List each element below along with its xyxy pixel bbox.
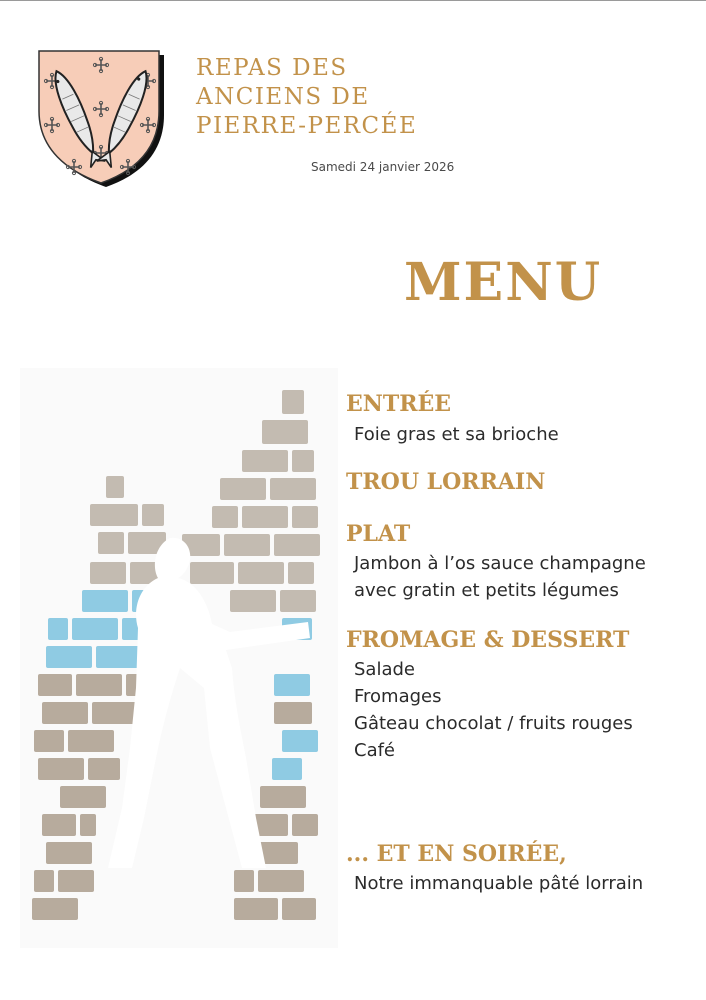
course-title-fromage-dessert: FROMAGE & DESSERT	[346, 627, 630, 653]
menu-title: MENU	[404, 252, 603, 313]
dish-item: Notre immanquable pâté lorrain	[354, 873, 644, 894]
course-title-entree: ENTRÉE	[346, 391, 452, 417]
event-title-line: ANCIENS DE	[196, 84, 370, 110]
brick-letter-m-illustration	[20, 368, 338, 948]
dish-item: Gâteau chocolat / fruits rouges	[354, 713, 633, 734]
top-rule	[0, 0, 706, 1]
dish-item: Jambon à l’os sauce champagne	[354, 553, 646, 574]
event-title-line: REPAS DES	[196, 55, 348, 81]
course-title-plat: PLAT	[346, 521, 411, 547]
dish-item: Foie gras et sa brioche	[354, 424, 559, 445]
event-title-line: PIERRE-PERCÉE	[196, 113, 418, 139]
event-date: Samedi 24 janvier 2026	[311, 160, 455, 174]
dish-item: Café	[354, 740, 396, 761]
dish-item: Salade	[354, 659, 415, 680]
coat-of-arms-icon	[36, 49, 166, 189]
course-title-evening: ... ET EN SOIRÉE,	[346, 841, 567, 867]
dish-item: avec gratin et petits légumes	[354, 580, 619, 601]
course-title-trou-lorrain: TROU LORRAIN	[346, 469, 546, 495]
dish-item: Fromages	[354, 686, 442, 707]
event-title	[196, 54, 417, 141]
